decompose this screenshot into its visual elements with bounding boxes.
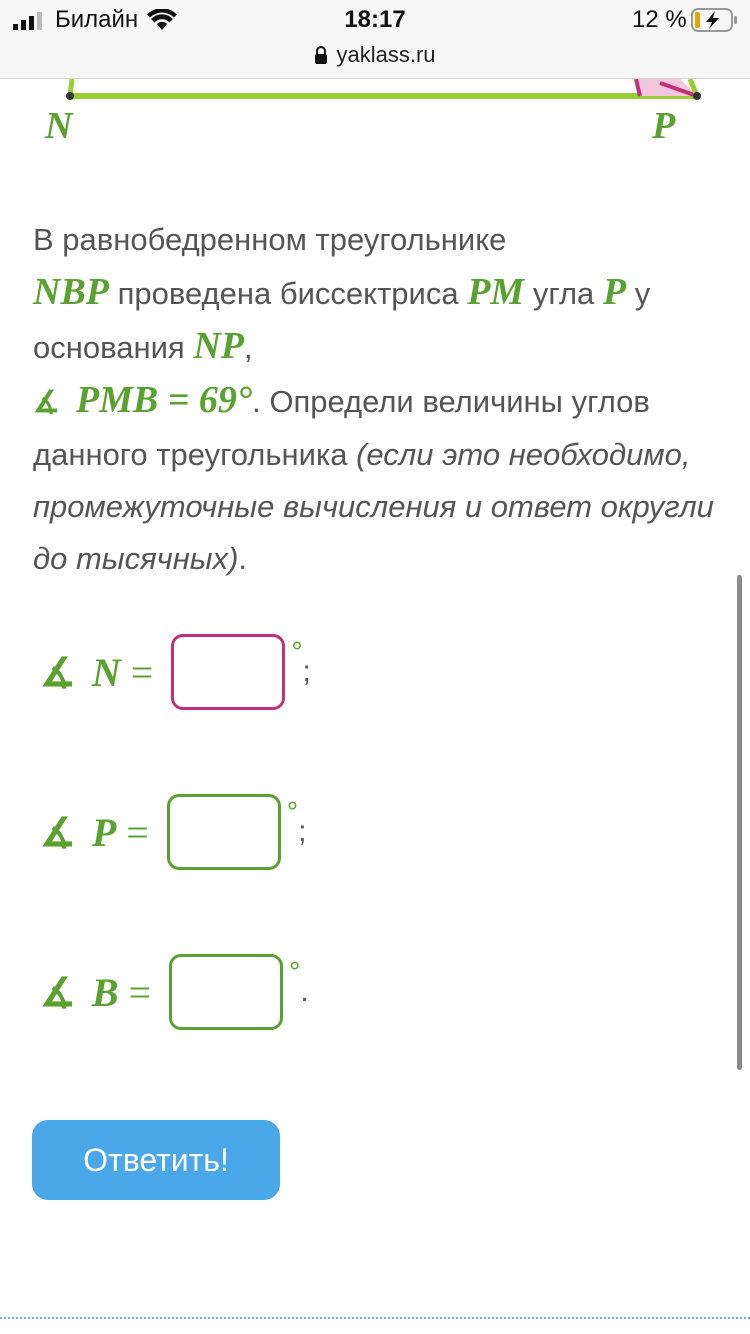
task-part-3: угла (524, 276, 603, 311)
degree-sign: ° (291, 636, 303, 667)
clock: 18:17 (344, 6, 406, 33)
url-text: yaklass.ru (336, 42, 436, 67)
task-part-7: . (238, 541, 248, 576)
vertex-P-dot (693, 92, 701, 100)
task-part-5: , (243, 330, 253, 365)
row-punctuation: ; (302, 655, 311, 688)
section-divider (0, 1317, 750, 1319)
answer-row-p (40, 794, 306, 870)
angle-b-input[interactable] (169, 954, 283, 1030)
vertex-label-p: P (652, 105, 676, 147)
vertex-N-dot (66, 92, 74, 100)
row-punctuation: . (300, 975, 309, 1008)
answer-label: B (91, 969, 119, 1015)
submit-button[interactable]: Ответить! (32, 1120, 280, 1200)
degree-sign: ° (289, 956, 301, 987)
answer-row-b (40, 954, 309, 1030)
degree-sign: ° (286, 796, 299, 827)
given-angle: PMB = 69° (75, 379, 253, 421)
equals-sign: = (130, 649, 154, 695)
task-part-1: В равнобедренном треугольнике (33, 222, 507, 257)
vertex-label-n: N (45, 105, 73, 147)
row-punctuation: ; (298, 815, 307, 848)
scrollbar[interactable] (737, 575, 742, 1070)
angle-icon: ∡ (40, 969, 76, 1015)
lock-icon (314, 46, 328, 64)
task-part-6: . Определи величины углов данного треугольника (33, 384, 650, 472)
carrier-name: Билайн (55, 6, 139, 33)
answer-label: P (91, 809, 117, 855)
angle-p-input[interactable] (167, 794, 281, 870)
triangle-figure (0, 79, 750, 159)
battery-percent: 12 % (632, 6, 687, 33)
angle-n-input[interactable] (171, 634, 285, 710)
bisector-name: PM (467, 271, 525, 313)
task-text (33, 214, 723, 585)
answer-row-n (40, 634, 311, 710)
angle-name: P (602, 271, 627, 313)
answer-label: N (91, 649, 121, 695)
equals-sign: = (126, 809, 149, 855)
battery-charging-icon (691, 8, 739, 32)
equals-sign: = (128, 969, 152, 1015)
angle-icon: ∡ (33, 386, 60, 419)
task-part-2: проведена биссектриса (109, 276, 468, 311)
address-bar[interactable] (0, 42, 750, 68)
angle-icon: ∡ (40, 649, 76, 695)
angle-icon: ∡ (40, 809, 76, 855)
status-bar (0, 0, 750, 79)
rounding-note: (если это необходимо, промежуточные вычисления и ответ округли до тысячных) (33, 437, 714, 576)
task-part-4: у основания (33, 276, 651, 365)
triangle-name: NBP (33, 271, 109, 313)
base-name: NP (193, 325, 244, 367)
